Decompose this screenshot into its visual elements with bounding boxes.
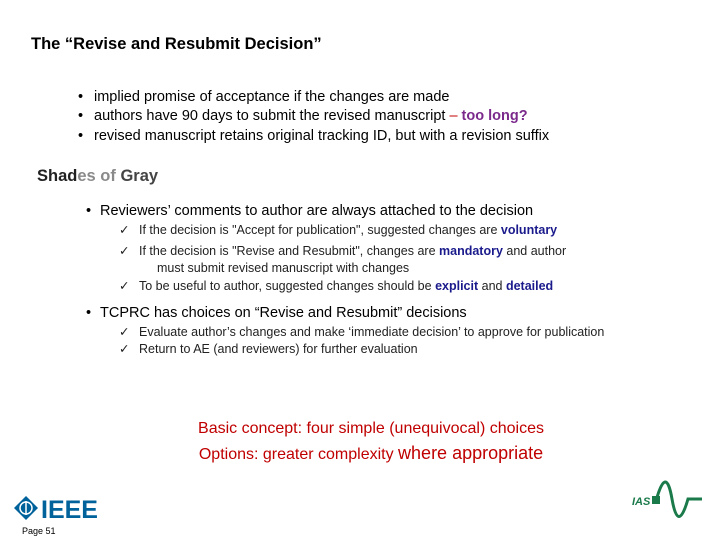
check-item-continued: must submit revised manuscript with changes bbox=[157, 261, 410, 275]
options-line: Options: greater complexity where appropriate bbox=[198, 443, 544, 463]
bullet-item: • revised manuscript retains original tracking ID, but with a revision suffix bbox=[78, 128, 550, 144]
bullet-item: • TCPRC has choices on “Revise and Resubmit” decisions bbox=[86, 305, 467, 321]
section-heading: Shades of Gray bbox=[37, 167, 159, 185]
slide-title: The “Revise and Resubmit Decision” bbox=[31, 35, 322, 53]
check-icon: ✓ bbox=[119, 325, 130, 339]
check-icon: ✓ bbox=[119, 279, 130, 293]
bullet-item: • Reviewers’ comments to author are always attached to the decision bbox=[86, 203, 534, 219]
bullet-item: • authors have 90 days to submit the revised manuscript – too long? bbox=[78, 108, 528, 124]
ias-logo bbox=[632, 474, 706, 529]
check-item: ✓ If the decision is "Accept for publication", suggested changes are voluntary bbox=[119, 223, 558, 237]
check-icon: ✓ bbox=[119, 223, 130, 237]
concept-line: Basic concept: four simple (unequivocal) choices bbox=[198, 420, 544, 437]
svg-text:IEEE: IEEE bbox=[41, 496, 98, 524]
svg-text:IAS: IAS bbox=[632, 496, 651, 508]
bullet-item: • implied promise of acceptance if the changes are made bbox=[78, 89, 450, 105]
check-item: ✓ Evaluate author’s changes and make ‘immediate decision’ to approve for publication bbox=[119, 325, 605, 339]
check-item: ✓ If the decision is "Revise and Resubmit", changes are mandatory and author bbox=[119, 244, 567, 258]
check-icon: ✓ bbox=[119, 244, 130, 258]
ieee-logo bbox=[13, 494, 109, 529]
check-icon: ✓ bbox=[119, 342, 130, 356]
check-item: ✓ To be useful to author, suggested changes should be explicit and detailed bbox=[119, 279, 554, 293]
check-item: ✓ Return to AE (and reviewers) for further evaluation bbox=[119, 342, 418, 356]
page-number: Page 51 bbox=[22, 526, 56, 536]
